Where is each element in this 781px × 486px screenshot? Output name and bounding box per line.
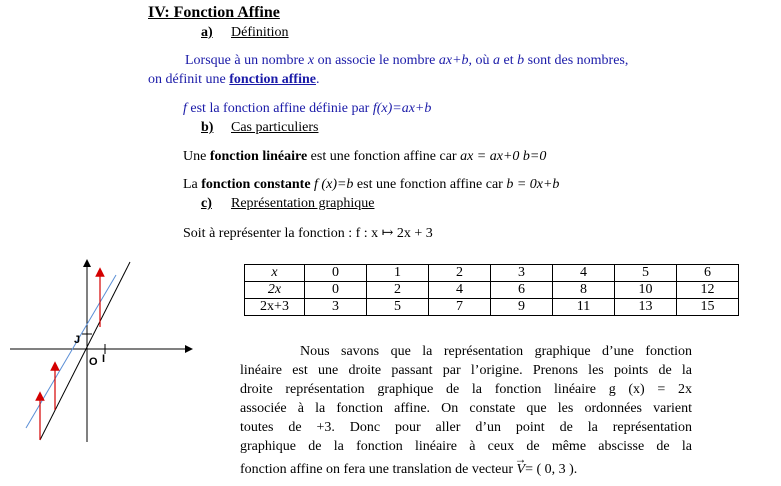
subsection-a-label: Définition (231, 25, 289, 40)
subsection-c (201, 196, 374, 212)
soit-statement: Soit à représenter la fonction : f : x ↦ 2x + 3 (183, 226, 433, 241)
table-cell: 7 (429, 299, 491, 316)
explanation-line: associée à la fonction affine. On constate que les ordonnées varient (240, 401, 692, 416)
table-cell: 12 (677, 282, 739, 299)
soit-formula: f : x ↦ 2x + 3 (355, 226, 433, 241)
label-j: J (74, 334, 81, 346)
values-table (244, 264, 739, 316)
vector-v: → V (514, 452, 527, 477)
explanation-line: linéaire est une droite passant par l’origine. Prenons les points de la (240, 363, 692, 378)
table-cell: 0 (305, 265, 367, 282)
table-cell: 10 (615, 282, 677, 299)
table-row (245, 299, 739, 316)
lineaire-statement: Une fonction linéaire est une fonction affine car ax = ax+0 b=0 (183, 149, 547, 164)
table-cell: 9 (491, 299, 553, 316)
constante-statement: La fonction constante f (x)=b est une fonction affine car b = 0x+b (183, 177, 560, 192)
subsection-b-label: Cas particuliers (231, 120, 319, 135)
table-cell: 5 (367, 299, 429, 316)
table-cell: 8 (553, 282, 615, 299)
table-cell: 5 (615, 265, 677, 282)
f-definition: f est la fonction affine définie par f(x)=ax+b (183, 101, 432, 116)
subsection-a-letter: a) (201, 25, 213, 40)
table-cell: 4 (429, 282, 491, 299)
row-head: 2x+3 (245, 299, 305, 316)
section-title: IV: Fonction Affine (148, 4, 280, 21)
subsection-a (201, 25, 289, 41)
table-row (245, 282, 739, 299)
table-cell: 3 (305, 299, 367, 316)
row-head: x (245, 265, 305, 282)
subsection-c-letter: c) (201, 196, 212, 211)
table-cell: 3 (491, 265, 553, 282)
table-cell: 13 (615, 299, 677, 316)
table-cell: 4 (553, 265, 615, 282)
table-cell: 0 (305, 282, 367, 299)
explanation-line: Nous savons que la représentation graphique d’une fonction (300, 344, 692, 359)
subsection-b (201, 120, 318, 136)
subsection-b-letter: b) (201, 120, 214, 135)
affine-function-line (40, 262, 130, 440)
explanation-line: graphique de la fonction linéaire à ceux de même abscisse de la (240, 439, 692, 454)
label-o: O (89, 356, 98, 368)
label-i: I (102, 353, 106, 365)
definition-line-2: on définit une fonction affine. (148, 72, 320, 87)
explanation-last-line: fonction affine on fera une translation de vecteur → V= ( 0, 3 ). (240, 452, 578, 477)
table-cell: 2 (429, 265, 491, 282)
explanation-paragraph (240, 342, 692, 479)
fonction-affine-term: fonction affine (229, 72, 316, 87)
table-cell: 15 (677, 299, 739, 316)
table-cell: 1 (367, 265, 429, 282)
table-cell: 11 (553, 299, 615, 316)
definition-line-1: Lorsque à un nombre x on associe le nombre ax+b, où a et b sont des nombres, (185, 53, 629, 68)
explanation-line: droite représentation graphique de la fonction linéaire g (x) = 2x (240, 382, 692, 397)
table-cell: 2 (367, 282, 429, 299)
table-row (245, 265, 739, 282)
function-graph (0, 250, 200, 450)
table-cell: 6 (491, 282, 553, 299)
row-head: 2x (245, 282, 305, 299)
subsection-c-label: Représentation graphique (231, 196, 375, 211)
explanation-line: toutes de +3. Donc pour aller d’un point de la représentation (240, 420, 692, 435)
table-cell: 6 (677, 265, 739, 282)
